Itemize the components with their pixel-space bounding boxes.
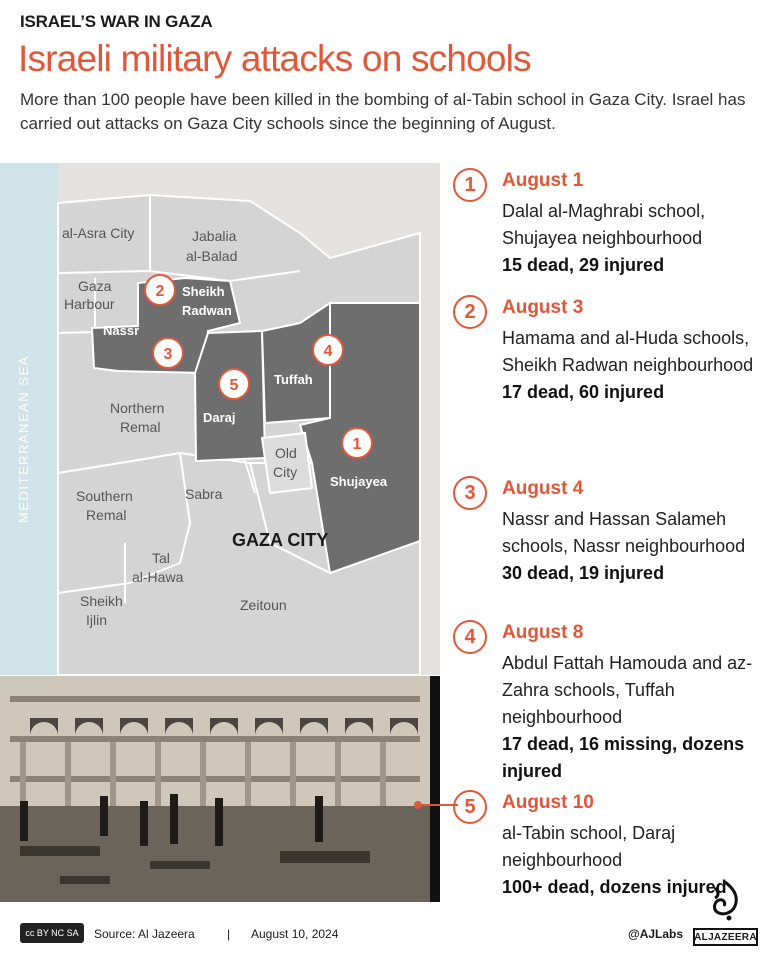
event-date: August 1: [502, 170, 584, 191]
event-stats: 100+ dead, dozens injured: [502, 877, 727, 897]
label-sremal-2: Remal: [86, 507, 127, 523]
marker-2: [145, 275, 175, 305]
event-stats: 17 dead, 16 missing, dozens injured: [502, 734, 745, 781]
marker-3: [153, 338, 183, 368]
kicker: ISRAEL’S WAR IN GAZA: [20, 12, 213, 31]
aljazeera-wordmark: ALJAZEERA: [693, 928, 758, 946]
footer: [20, 920, 760, 948]
page-title: Israeli military attacks on schools: [18, 38, 531, 79]
event-detail-text: Dalal al-Maghrabi school, Shujayea neighbourhood: [502, 201, 706, 248]
event-detail: [502, 325, 760, 406]
marker-1: [342, 428, 372, 458]
label-oldcity-2: City: [273, 464, 298, 480]
event-detail-text: al-Tabin school, Daraj neighbourhood: [502, 823, 676, 870]
event-number: 2: [453, 295, 487, 329]
publish-date: August 10, 2024: [251, 927, 339, 941]
marker-4: [313, 335, 343, 365]
school-photo: [0, 676, 440, 902]
label-jabalia-2: al-Balad: [186, 248, 238, 264]
label-oldcity: Old: [275, 445, 297, 461]
svg-text:5: 5: [229, 377, 239, 394]
cc-license-badge: cc BY NC SA: [20, 923, 84, 943]
aljazeera-logo: [693, 880, 758, 950]
city-label: GAZA CITY: [232, 530, 329, 550]
label-harbour: Gaza: [78, 278, 112, 294]
label-radwan: Sheikh: [182, 284, 225, 299]
label-harbour-2: Harbour: [64, 296, 115, 312]
svg-text:1: 1: [352, 436, 362, 453]
svg-text:4: 4: [323, 343, 333, 360]
aljazeera-mark-icon: [705, 880, 745, 922]
label-sremal: Southern: [76, 488, 133, 504]
subtitle: More than 100 people have been killed in the bombing of al-Tabin school in Gaza City. Israel has carried out attacks on Gaza City schools since the beginning of August.: [20, 90, 746, 133]
source: Source: Al Jazeera: [94, 927, 195, 941]
event-detail: [502, 506, 760, 587]
event-number: 5: [453, 790, 487, 824]
event-detail: [502, 650, 760, 785]
label-nremal-2: Remal: [120, 419, 161, 435]
label-asra: al-Asra City: [62, 225, 135, 241]
event-date: August 10: [502, 792, 594, 813]
label-nassr: Nassr: [103, 323, 140, 338]
label-tuffah: Tuffah: [274, 372, 313, 387]
event-stats: 17 dead, 60 injured: [502, 382, 665, 402]
label-talhawa: Tal: [152, 550, 170, 566]
label-zeitoun: Zeitoun: [240, 597, 287, 613]
event-detail-text: Nassr and Hassan Salameh schools, Nassr neighbourhood: [502, 509, 746, 556]
svg-text:3: 3: [163, 346, 173, 363]
label-jabalia: Jabalia: [192, 228, 237, 244]
label-talhawa-2: al-Hawa: [132, 569, 184, 585]
event-number: 4: [453, 620, 487, 654]
event-stats: 30 dead, 19 injured: [502, 563, 665, 583]
event-date: August 8: [502, 622, 584, 643]
event-number: 3: [453, 476, 487, 510]
label-radwan-2: Radwan: [182, 303, 232, 318]
label-shujayea: Shujayea: [330, 474, 388, 489]
event-date: August 4: [502, 478, 584, 499]
event-number: 1: [453, 168, 487, 202]
event-detail-text: Abdul Fattah Hamouda and az-Zahra schools, Tuffah neighbourhood: [502, 653, 753, 727]
marker-5: [219, 369, 249, 399]
svg-text:2: 2: [155, 283, 165, 300]
label-nremal: Northern: [110, 400, 165, 416]
separator: |: [227, 927, 231, 941]
event-stats: 15 dead, 29 injured: [502, 255, 665, 275]
label-sabra: Sabra: [185, 486, 223, 502]
label-ijlin-2: Ijlin: [86, 612, 108, 628]
sea-label: MEDITERRANEAN SEA: [16, 355, 31, 523]
event-detail-text: Hamama and al-Huda schools, Sheikh Radwan neighbourhood: [502, 328, 754, 375]
twitter-handle: @AJLabs: [628, 927, 684, 941]
event-detail: [502, 198, 760, 279]
label-ijlin: Sheikh: [80, 593, 123, 609]
gaza-city-map: [0, 163, 440, 675]
label-daraj: Daraj: [203, 410, 236, 425]
event-date: August 3: [502, 297, 584, 318]
photo-pointer: [410, 795, 460, 815]
